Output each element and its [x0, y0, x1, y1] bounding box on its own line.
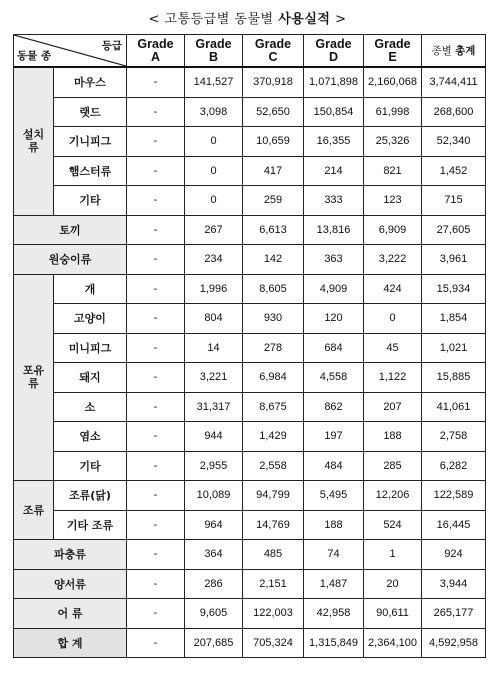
cell-grade-b: 10,089	[185, 481, 243, 511]
cell-grade-a: -	[127, 186, 185, 216]
cell-grade-c: 10,659	[243, 127, 304, 157]
cell-grade-c: 370,918	[243, 67, 304, 97]
cell-grade-a: -	[127, 481, 185, 511]
cell-grade-a: -	[127, 599, 185, 629]
cell-total: 715	[422, 186, 486, 216]
header-row	[14, 35, 486, 68]
cell-total: 924	[422, 540, 486, 570]
cell-total: 16,445	[422, 510, 486, 540]
cell-grade-c: 142	[243, 245, 304, 275]
cell-grade-d: 5,495	[304, 481, 364, 511]
cell-grade-d: 363	[304, 245, 364, 275]
cell-grade-e: 207	[364, 392, 422, 422]
cell-grade-e: 1,122	[364, 363, 422, 393]
table-row	[14, 422, 486, 452]
cell-grade-b: 1,996	[185, 274, 243, 304]
cell-grade-a: -	[127, 422, 185, 452]
cell-grade-d: 1,071,898	[304, 67, 364, 97]
cell-grade-d: 150,854	[304, 97, 364, 127]
cell-grade-d: 4,558	[304, 363, 364, 393]
usage-table	[13, 34, 486, 658]
cell-grade-a: -	[127, 540, 185, 570]
header-grade-d: Grade D	[304, 35, 364, 68]
cell-grade-e: 3,222	[364, 245, 422, 275]
cell-grade-c: 930	[243, 304, 304, 334]
cell-total: 52,340	[422, 127, 486, 157]
cell-grade-a: -	[127, 392, 185, 422]
cell-grade-b: 0	[185, 127, 243, 157]
cell-grade-b: 267	[185, 215, 243, 245]
cell-grade-e: 25,326	[364, 127, 422, 157]
cell-grade-d: 13,816	[304, 215, 364, 245]
cell-grade-b: 9,605	[185, 599, 243, 629]
cell-grade-c: 6,613	[243, 215, 304, 245]
cell-grade-c: 485	[243, 540, 304, 570]
table-row	[14, 156, 486, 186]
cell-grade-c: 8,605	[243, 274, 304, 304]
cell-total: 3,744,411	[422, 67, 486, 97]
cell-grade-d: 74	[304, 540, 364, 570]
cell-grade-a: -	[127, 569, 185, 599]
cell-grade-b: 234	[185, 245, 243, 275]
cell-grade-c: 417	[243, 156, 304, 186]
table-row	[14, 510, 486, 540]
cell-grade-b: 14	[185, 333, 243, 363]
cell-total: 122,589	[422, 481, 486, 511]
cell-grade-b: 207,685	[185, 628, 243, 658]
cell-grade-a: -	[127, 333, 185, 363]
page-title	[0, 8, 495, 27]
cell-grade-c: 2,151	[243, 569, 304, 599]
cell-grade-a: -	[127, 363, 185, 393]
row-label: 기타	[54, 451, 127, 481]
cell-grade-b: 31,317	[185, 392, 243, 422]
row-label: 염소	[54, 422, 127, 452]
header-grade-e: Grade E	[364, 35, 422, 68]
cell-total: 15,934	[422, 274, 486, 304]
table-row	[14, 569, 486, 599]
cell-grade-a: -	[127, 245, 185, 275]
cell-grade-d: 1,487	[304, 569, 364, 599]
corner-header	[14, 35, 127, 68]
cell-grade-e: 1	[364, 540, 422, 570]
cell-grade-c: 259	[243, 186, 304, 216]
row-label: 랫드	[54, 97, 127, 127]
cell-grade-b: 3,221	[185, 363, 243, 393]
row-label: 소	[54, 392, 127, 422]
group-label-rodents: 설치 류	[14, 67, 54, 215]
row-label: 고양이	[54, 304, 127, 334]
table-row	[14, 481, 486, 511]
cell-total: 1,452	[422, 156, 486, 186]
cell-grade-b: 364	[185, 540, 243, 570]
table-row	[14, 628, 486, 658]
cell-total: 2,758	[422, 422, 486, 452]
cell-grade-b: 964	[185, 510, 243, 540]
cell-grade-d: 484	[304, 451, 364, 481]
table-row	[14, 304, 486, 334]
cell-total: 3,944	[422, 569, 486, 599]
table-row	[14, 245, 486, 275]
cell-grade-a: -	[127, 274, 185, 304]
title-suffix: >	[330, 12, 347, 27]
cell-grade-d: 1,315,849	[304, 628, 364, 658]
cell-grade-e: 524	[364, 510, 422, 540]
cell-total: 27,605	[422, 215, 486, 245]
row-label: 마우스	[54, 67, 127, 97]
cell-total: 1,021	[422, 333, 486, 363]
header-grade-a: Grade A	[127, 35, 185, 68]
cell-grade-e: 90,611	[364, 599, 422, 629]
table-row	[14, 67, 486, 97]
cell-grade-b: 3,098	[185, 97, 243, 127]
row-label: 개	[54, 274, 127, 304]
cell-grade-c: 94,799	[243, 481, 304, 511]
row-label: 파충류	[14, 540, 127, 570]
cell-grade-d: 188	[304, 510, 364, 540]
cell-grade-c: 14,769	[243, 510, 304, 540]
cell-grade-a: -	[127, 304, 185, 334]
table-row	[14, 599, 486, 629]
row-label: 조류(닭)	[54, 481, 127, 511]
cell-grade-e: 123	[364, 186, 422, 216]
cell-grade-d: 42,958	[304, 599, 364, 629]
cell-grade-a: -	[127, 97, 185, 127]
cell-grade-a: -	[127, 156, 185, 186]
cell-total: 268,600	[422, 97, 486, 127]
cell-grade-c: 278	[243, 333, 304, 363]
table-row	[14, 363, 486, 393]
row-label: 기타	[54, 186, 127, 216]
table-row	[14, 451, 486, 481]
cell-grade-b: 2,955	[185, 451, 243, 481]
row-label: 미니피그	[54, 333, 127, 363]
row-label: 원숭이류	[14, 245, 127, 275]
table-row	[14, 127, 486, 157]
cell-grade-c: 705,324	[243, 628, 304, 658]
cell-grade-d: 16,355	[304, 127, 364, 157]
cell-grade-c: 2,558	[243, 451, 304, 481]
row-label: 기타 조류	[54, 510, 127, 540]
cell-total: 1,854	[422, 304, 486, 334]
row-label: 돼지	[54, 363, 127, 393]
cell-grade-d: 120	[304, 304, 364, 334]
cell-grade-e: 2,364,100	[364, 628, 422, 658]
cell-grade-e: 2,160,068	[364, 67, 422, 97]
cell-grade-d: 4,909	[304, 274, 364, 304]
row-label: 어 류	[14, 599, 127, 629]
title-bold: 사용실적	[278, 12, 331, 27]
cell-grade-a: -	[127, 628, 185, 658]
corner-grade-label: 등급	[101, 40, 122, 52]
cell-grade-d: 197	[304, 422, 364, 452]
table-row	[14, 392, 486, 422]
cell-grade-b: 0	[185, 186, 243, 216]
corner-species-label: 동물 종	[17, 50, 52, 62]
cell-grade-a: -	[127, 451, 185, 481]
cell-grade-c: 8,675	[243, 392, 304, 422]
cell-grade-d: 214	[304, 156, 364, 186]
group-label-birds: 조류	[14, 481, 54, 540]
cell-grade-c: 1,429	[243, 422, 304, 452]
cell-grade-e: 285	[364, 451, 422, 481]
row-label: 햄스터류	[54, 156, 127, 186]
cell-total: 6,282	[422, 451, 486, 481]
cell-grade-d: 862	[304, 392, 364, 422]
cell-grade-b: 944	[185, 422, 243, 452]
table-row	[14, 215, 486, 245]
row-label: 양서류	[14, 569, 127, 599]
table-row	[14, 274, 486, 304]
row-label: 토끼	[14, 215, 127, 245]
title-prefix: < 고통등급별 동물별	[148, 12, 279, 27]
group-label-mammals: 포유 류	[14, 274, 54, 481]
cell-grade-e: 188	[364, 422, 422, 452]
cell-grade-e: 424	[364, 274, 422, 304]
cell-grade-d: 333	[304, 186, 364, 216]
cell-grade-d: 684	[304, 333, 364, 363]
cell-grade-c: 122,003	[243, 599, 304, 629]
cell-grade-c: 6,984	[243, 363, 304, 393]
cell-grade-e: 61,998	[364, 97, 422, 127]
cell-grade-a: -	[127, 67, 185, 97]
cell-grade-b: 141,527	[185, 67, 243, 97]
table-row	[14, 186, 486, 216]
cell-grade-e: 20	[364, 569, 422, 599]
cell-grade-e: 12,206	[364, 481, 422, 511]
header-grade-b: Grade B	[185, 35, 243, 68]
cell-total: 4,592,958	[422, 628, 486, 658]
cell-grade-e: 45	[364, 333, 422, 363]
table-row	[14, 97, 486, 127]
table-row	[14, 540, 486, 570]
cell-grade-e: 821	[364, 156, 422, 186]
row-label: 합 계	[14, 628, 127, 658]
header-total: 종별 총계	[422, 35, 486, 68]
cell-grade-c: 52,650	[243, 97, 304, 127]
cell-grade-e: 6,909	[364, 215, 422, 245]
cell-total: 41,061	[422, 392, 486, 422]
table-row	[14, 333, 486, 363]
row-label: 기니피그	[54, 127, 127, 157]
cell-grade-b: 286	[185, 569, 243, 599]
cell-grade-b: 0	[185, 156, 243, 186]
cell-total: 3,961	[422, 245, 486, 275]
cell-total: 265,177	[422, 599, 486, 629]
cell-total: 15,885	[422, 363, 486, 393]
cell-grade-a: -	[127, 510, 185, 540]
cell-grade-a: -	[127, 215, 185, 245]
header-grade-c: Grade C	[243, 35, 304, 68]
cell-grade-a: -	[127, 127, 185, 157]
cell-grade-b: 804	[185, 304, 243, 334]
cell-grade-e: 0	[364, 304, 422, 334]
